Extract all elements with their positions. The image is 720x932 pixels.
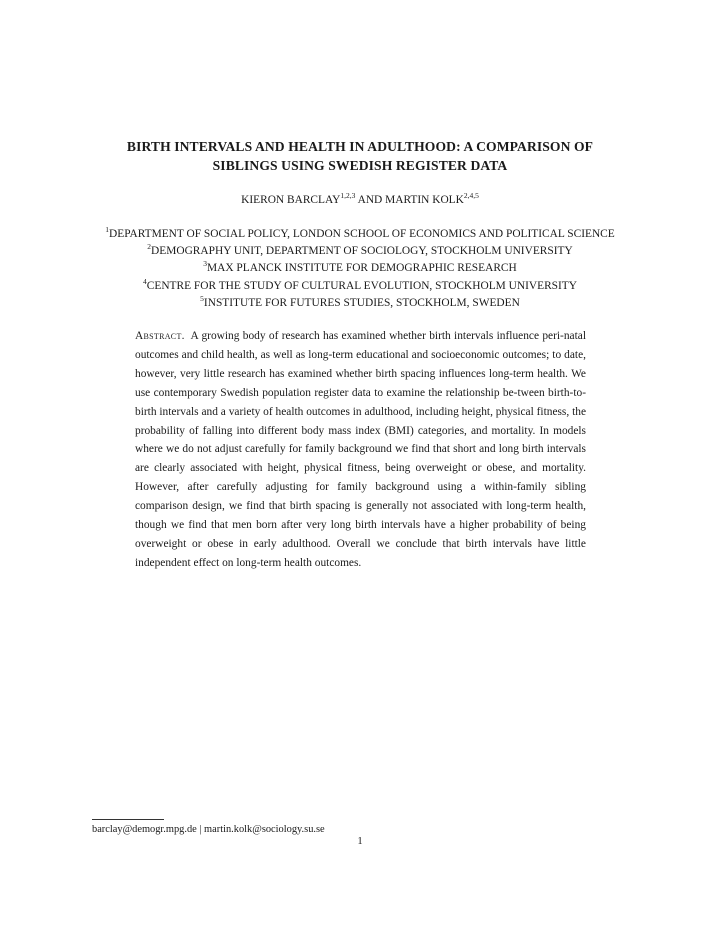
affiliation-text: CENTRE FOR THE STUDY OF CULTURAL EVOLUTION, STOCKHOLM UNIVERSITY: [146, 279, 577, 292]
footnote-emails: barclay@demogr.mpg.de | martin.kolk@sociology.su.se: [92, 824, 325, 835]
affiliation: [0, 226, 720, 243]
author-2: MARTIN KOLK: [385, 194, 464, 206]
affiliation-text: INSTITUTE FOR FUTURES STUDIES, STOCKHOLM, SWEDEN: [203, 296, 520, 309]
affiliation-number: 2: [147, 242, 152, 252]
footnote-rule: [92, 819, 164, 820]
affiliation: [0, 278, 720, 295]
affiliation-number: 3: [203, 259, 207, 269]
affiliation: [0, 243, 720, 260]
title-line-1: BIRTH INTERVALS AND HEALTH IN ADULTHOOD: A COMPARISON OF: [126, 139, 594, 154]
paper-title: [0, 137, 720, 175]
affiliation-number: 1: [105, 225, 110, 234]
affiliations: [0, 226, 720, 312]
affiliation-text: DEMOGRAPHY UNIT, DEPARTMENT OF SOCIOLOGY, STOCKHOLM UNIVERSITY: [151, 245, 573, 258]
affiliation-text: MAX PLANCK INSTITUTE FOR DEMOGRAPHIC RESEARCH: [206, 262, 517, 275]
author-1-affiliation-marks: 1,2,3: [340, 191, 356, 200]
abstract-heading: Abstract.: [135, 330, 185, 342]
abstract: [135, 327, 586, 573]
affiliation: [0, 295, 720, 312]
abstract-body: A growing body of research has examined whether birth intervals influence peri-natal outcomes and child health, as well as long-term educational and socioeconomic outcomes; to date, however, very little research has examined whether birth spacing influences long-term health. We use contemporary Swedish population register data to examine the relationship be-tween birth-to-birth intervals and a variety of health outcomes in adulthood, including height, physical fitness, the probability of falling into different body mass index (BMI) categories, and mortality. In models where we do not adjust carefully for family background we find that short and long birth intervals are clearly associated with height, physical fitness, being overweight or obese, and mortality. However, after carefully adjusting for family background using a within-family sibling comparison design, we find that birth spacing is generally not associated with long-term health, though we find that men born after very long birth intervals have a higher probability of being overweight or obese in early adulthood. Overall we conclude that birth intervals have little independent effect on long-term health outcomes.: [135, 330, 586, 569]
affiliation-text: DEPARTMENT OF SOCIAL POLICY, LONDON SCHOOL OF ECONOMICS AND POLITICAL SCIENCE: [109, 228, 615, 240]
author-2-affiliation-marks: 2,4,5: [463, 191, 479, 200]
title-line-2: SIBLINGS USING SWEDISH REGISTER DATA: [212, 158, 508, 173]
author-conjunction: AND: [355, 194, 386, 206]
affiliation: [0, 260, 720, 277]
page-number: 1: [357, 836, 363, 847]
author-1: KIERON BARCLAY: [241, 194, 341, 206]
affiliation-number: 4: [143, 276, 147, 286]
author-line: [0, 192, 720, 208]
affiliation-number: 5: [200, 293, 204, 303]
